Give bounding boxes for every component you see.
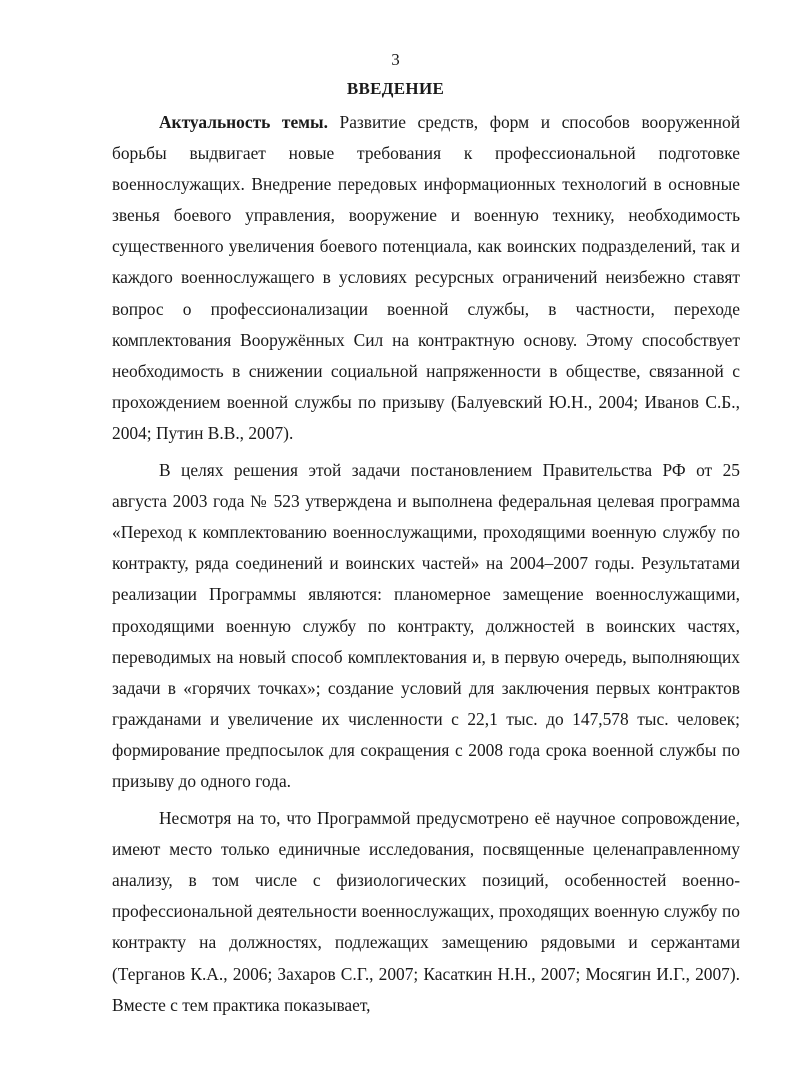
paragraph-lead: Актуальность темы.: [159, 112, 328, 132]
paragraph-text: Несмотря на то, что Программой предусмотрено её научное сопровождение, имеют место только единичные исследования, посвященные целенаправленному анализу, в том числе с физиологических позиций, особенностей военно-профессиональной деятельности военнослужащих, проходящих военную службу по контракту на должностях, подлежащих замещению рядовыми и сержантами (Терганов К.А., 2006; Захаров С.Г., 2007; Касаткин Н.Н., 2007; Мосягин И.Г., 2007). Вместе с тем практика показывает,: [112, 808, 740, 1015]
paragraph-program: [112, 455, 740, 797]
paragraph-research: [112, 803, 740, 1021]
paragraph-text: В целях решения этой задачи постановлением Правительства РФ от 25 августа 2003 года № 523 утверждена и выполнена федеральная целевая программа «Переход к комплектованию военнослужащими, проходящими военную службу по контракту, ряда соединений и воинских частей» на 2004–2007 годы. Результатами реализации Программы являются: планомерное замещение военнослужащими, проходящими военную службу по контракту, должностей в воинских частях, переводимых на новый способ комплектования и, в первую очередь, выполняющих задачи в «горячих точках»; создание условий для заключения первых контрактов гражданами и увеличение их численности с 22,1 тыс. до 147,578 тыс. человек; формирование предпосылок для сокращения с 2008 года срока военной службы по призыву до одного года.: [112, 460, 740, 791]
paragraph-text: Развитие средств, форм и способов вооруженной борьбы выдвигает новые требования к профессиональной подготовке военнослужащих. Внедрение передовых информационных технологий в основные звенья боевого управления, вооружение и военную технику, необходимость существенного увеличения боевого потенциала, как воинских подразделений, так и каждого военнослужащего в условиях ресурсных ограничений неизбежно ставят вопрос о профессионализации военной службы, в частности, переходе комплектования Вооружённых Сил на контрактную основу. Этому способствует необходимость в снижении социальной напряженности в обществе, связанной с прохождением военной службы по призыву (Балуевский Ю.Н., 2004; Иванов С.Б., 2004; Путин В.В., 2007).: [112, 112, 741, 443]
section-heading: ВВЕДЕНИЕ: [346, 79, 445, 98]
page-number: 3: [391, 50, 400, 69]
paragraph-relevance: [112, 107, 740, 449]
body-text: [112, 107, 740, 1021]
